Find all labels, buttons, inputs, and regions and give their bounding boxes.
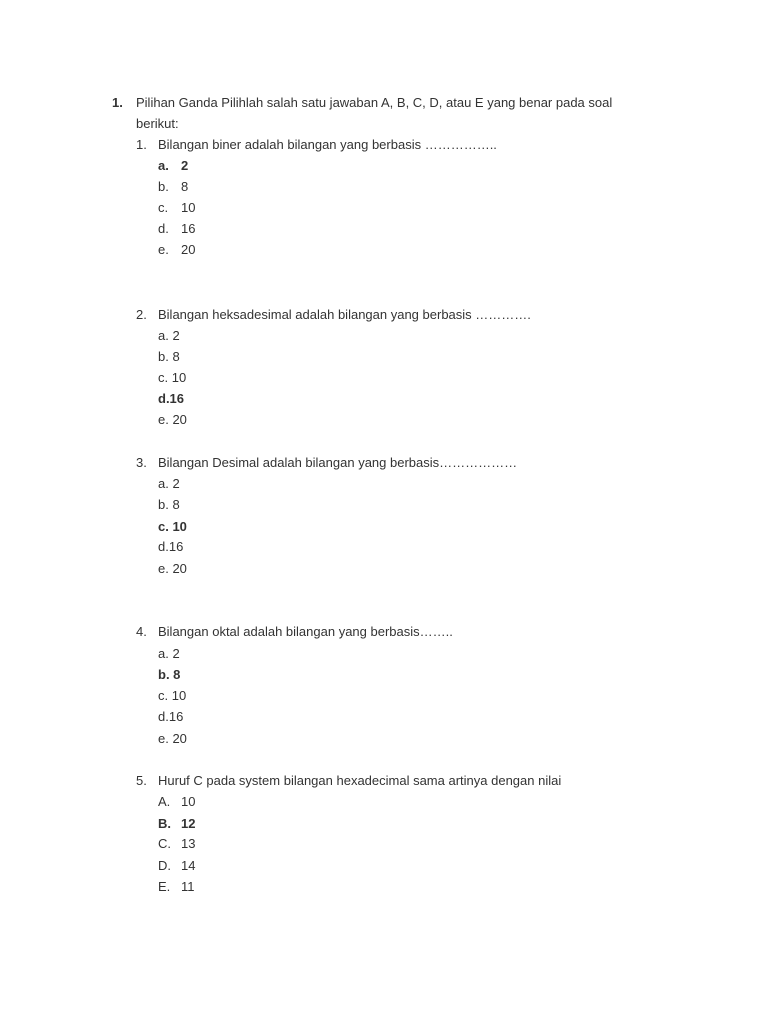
option-letter: c. <box>158 200 169 215</box>
option-letter: b. <box>158 179 169 194</box>
question-text: Huruf C pada system bilangan hexadecimal sama artinya dengan nilai <box>158 773 562 788</box>
section-title-line2: berikut: <box>136 116 179 131</box>
option: e. 20 <box>158 731 187 746</box>
option: d.16 <box>158 709 184 724</box>
option: b. 8 <box>158 497 180 512</box>
option: b. 8 <box>158 349 180 364</box>
question-number: 1. <box>136 137 147 152</box>
option-value: 14 <box>181 858 196 873</box>
option: c. 10 <box>158 370 187 385</box>
option: b. 8 <box>158 667 181 682</box>
option-value: 10 <box>181 794 196 809</box>
option: e. 20 <box>158 561 187 576</box>
option: a. 2 <box>158 328 180 343</box>
option-value: 20 <box>181 242 196 257</box>
question-number: 4. <box>136 624 147 639</box>
option: d.16 <box>158 391 185 406</box>
option: e. 20 <box>158 412 187 427</box>
section-number: 1. <box>112 95 123 110</box>
option: d.16 <box>158 539 184 554</box>
option-value: 13 <box>181 836 196 851</box>
option-value: 11 <box>181 879 195 894</box>
option-value: 16 <box>181 221 196 236</box>
question-number: 3. <box>136 455 147 470</box>
option-value: 10 <box>181 200 196 215</box>
option-letter: E. <box>158 879 171 894</box>
question-text: Bilangan heksadesimal adalah bilangan yang berbasis …………. <box>158 307 531 322</box>
option-letter: d. <box>158 221 169 236</box>
question-text: Bilangan biner adalah bilangan yang berbasis …………….. <box>158 137 497 152</box>
question-number: 2. <box>136 307 147 322</box>
option: c. 10 <box>158 519 187 534</box>
option-letter: D. <box>158 858 171 873</box>
option-value: 12 <box>181 816 196 831</box>
question-text: Bilangan Desimal adalah bilangan yang berbasis……………… <box>158 455 518 470</box>
option: a. 2 <box>158 476 180 491</box>
option: c. 10 <box>158 688 187 703</box>
question-text: Bilangan oktal adalah bilangan yang berbasis…….. <box>158 624 453 639</box>
option-letter: e. <box>158 242 169 257</box>
option-letter: A. <box>158 794 171 809</box>
option: a. 2 <box>158 646 180 661</box>
option-value: 8 <box>181 179 189 194</box>
option-value: 2 <box>181 158 189 173</box>
option-letter: B. <box>158 816 171 831</box>
option-letter: C. <box>158 836 171 851</box>
section-title-line1: Pilihan Ganda Pilihlah salah satu jawaban A, B, C, D, atau E yang benar pada soal <box>136 95 613 110</box>
question-number: 5. <box>136 773 147 788</box>
option-letter: a. <box>158 158 169 173</box>
